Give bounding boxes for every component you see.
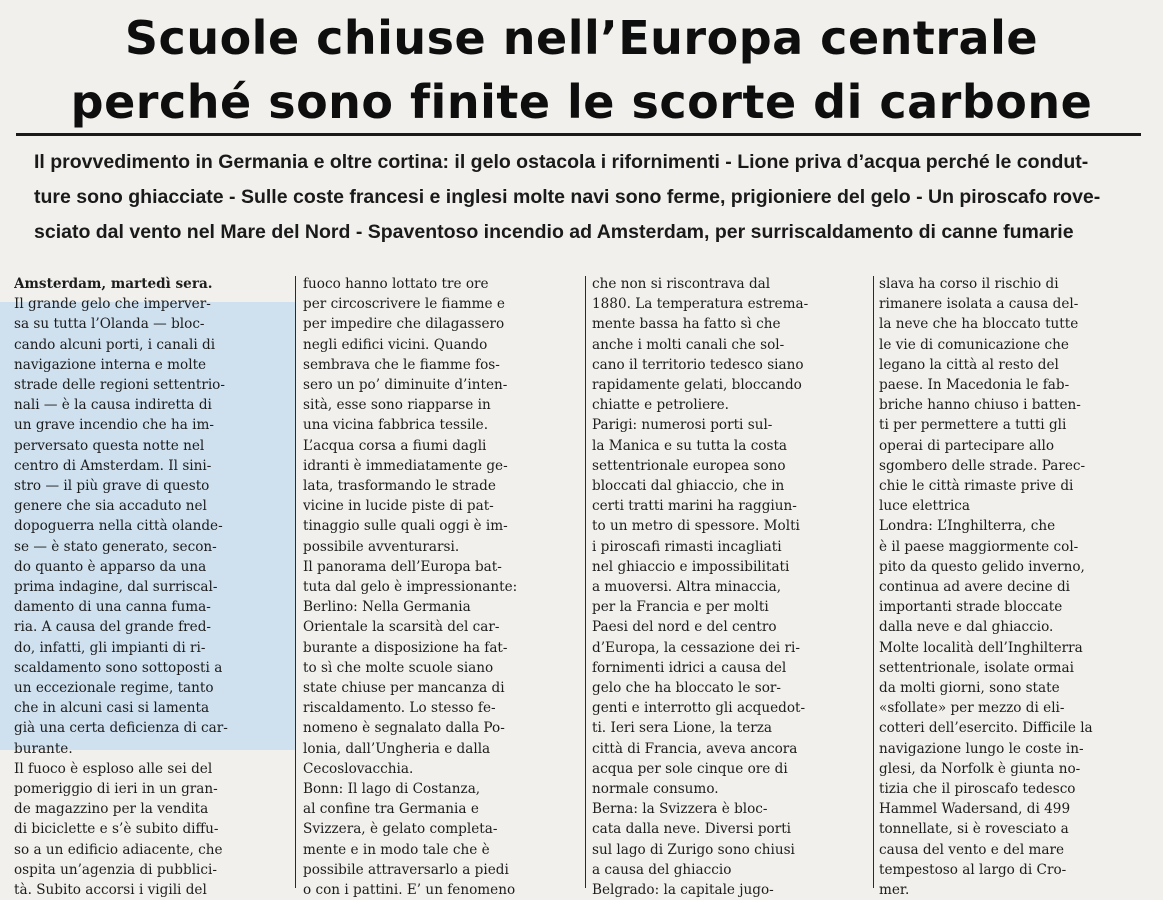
text-line: genere che sia accaduto nel	[14, 498, 207, 515]
subheadline-line[interactable]: Il provvedimento in Germania e oltre cortina: il gelo ostacola i rifornimenti - Lione priva d’acqua perché le condut-	[34, 151, 1089, 173]
text-line: città di Francia, aveva ancora	[592, 740, 798, 757]
text-line: o con i pattini. E’ un fenomeno	[303, 882, 516, 899]
text-line: Molte località dell’Inghilterra	[879, 639, 1083, 656]
text-line: «sfollate» per mezzo di eli-	[879, 700, 1065, 717]
text-line: Cecoslovacchia.	[303, 760, 414, 777]
text-line: vicine in lucide piste di pat-	[303, 498, 494, 515]
text-line: nel ghiaccio e impossibilitati	[592, 558, 790, 575]
text-line: sità, esse sono riapparse in	[303, 397, 491, 414]
text-line: navigazione lungo le coste in-	[879, 740, 1084, 757]
text-line: mente e in modo tale che è	[303, 841, 490, 858]
text-line: tà. Subito accorsi i vigili del	[14, 882, 207, 899]
text-line: fuoco hanno lottato tre ore	[303, 276, 489, 292]
text-line: Londra: L’Inghilterra, che	[879, 518, 1056, 535]
text-line: Il panorama dell’Europa bat-	[303, 558, 502, 575]
text-line: Orientale la scarsità del car-	[303, 619, 500, 636]
text-line: da molti giorni, sono state	[879, 680, 1060, 697]
text-line: negli edifici vicini. Quando	[303, 336, 488, 353]
text-line: tonnellate, si è rovesciato a	[879, 821, 1069, 838]
text-line: perversato questa notte nel	[14, 437, 205, 454]
text-line: gelo che ha bloccato le sor-	[592, 680, 782, 697]
text-line: un eccezionale regime, tanto	[14, 680, 214, 697]
text-line: cano il territorio tedesco siano	[592, 356, 804, 373]
text-line: damento di una canna fuma-	[14, 599, 211, 616]
text-line: to un metro di spessore. Molti	[592, 518, 800, 535]
text-line: dopoguerra nella città olande-	[14, 518, 223, 535]
text-line: Hammel Wadersand, di 499	[879, 801, 1071, 818]
text-line: Paesi del nord e del centro	[592, 619, 777, 636]
text-line: briche hanno chiuso i batten-	[879, 397, 1081, 414]
text-line: acqua per sole cinque ore di	[592, 760, 788, 777]
text-line: Berna: la Svizzera è bloc-	[592, 801, 768, 818]
text-line: sa su tutta l’Olanda — bloc-	[14, 316, 205, 333]
text-line: tizia che il piroscafo tedesco	[879, 781, 1076, 798]
text-line: Il fuoco è esploso alle sei del	[14, 760, 213, 777]
text-line: importanti strade bloccate	[879, 599, 1063, 616]
subheadline-line[interactable]: ture sono ghiacciate - Sulle coste francesi e inglesi molte navi sono ferme, prigioniere del gelo - Un piroscafo rove-	[34, 186, 1101, 208]
text-line: centro di Amsterdam. Il sini-	[14, 457, 212, 474]
text-line: è il paese maggiormente col-	[879, 538, 1079, 555]
text-line: legano la città al resto del	[879, 356, 1059, 373]
text-line: ti. Ieri sera Lione, la terza	[592, 720, 773, 737]
text-line: al confine tra Germania e	[303, 801, 479, 818]
text-line: sul lago di Zurigo sono chiusi	[592, 841, 795, 858]
text-line: fornimenti idrici a causa del	[592, 659, 787, 676]
text-line: che non si riscontrava dal	[592, 276, 771, 292]
column-separator	[295, 276, 296, 888]
text-line: chiatte e petroliere.	[592, 397, 729, 414]
text-line: chie le città rimaste prive di	[879, 478, 1074, 495]
text-line: 1880. La temperatura estrema-	[592, 296, 809, 313]
text-line: Amsterdam, martedì sera.	[14, 276, 213, 292]
text-line: L’acqua corsa a fiumi dagli	[303, 437, 487, 454]
text-line: stro — il più grave di questo	[14, 478, 210, 495]
text-line: se — è stato generato, secon-	[14, 538, 217, 555]
text-line: operai di partecipare allo	[879, 437, 1054, 454]
text-line: a causa del ghiaccio	[592, 861, 732, 878]
text-line: luce elettrica	[879, 498, 971, 515]
text-line: possibile avventurarsi.	[303, 538, 460, 555]
text-line: glesi, da Norfolk è giunta no-	[879, 760, 1081, 777]
text-line: nali — è la causa indiretta di	[14, 397, 212, 414]
text-line: per circoscrivere le fiamme e	[303, 296, 505, 313]
text-line: sero un po’ diminuite d’inten-	[303, 377, 508, 394]
text-line: pito da questo gelido inverno,	[879, 558, 1085, 575]
text-line: state chiuse per mancanza di	[303, 680, 505, 697]
text-line: tuta dal gelo è impressionante:	[303, 579, 518, 596]
text-line: Bonn: Il lago di Costanza,	[303, 781, 481, 798]
text-line: la Manica e su tutta la costa	[592, 437, 788, 454]
text-line: d’Europa, la cessazione dei ri-	[592, 639, 800, 656]
text-line: burante a disposizione ha fat-	[303, 639, 508, 656]
text-line: cata dalla neve. Diversi porti	[592, 821, 792, 838]
text-line: navigazione interna e molte	[14, 356, 207, 373]
text-line: de magazzino per la vendita	[14, 801, 209, 818]
headline-line-1: Scuole chiuse nell’Europa centrale	[124, 11, 1039, 65]
text-line: Berlino: Nella Germania	[303, 599, 471, 616]
text-line: normale consumo.	[592, 781, 719, 798]
text-line: pomeriggio di ieri in un gran-	[14, 781, 218, 798]
text-line: mer.	[879, 882, 910, 899]
headline-line-2: perché sono finite le scorte di carbone	[70, 75, 1093, 129]
text-line: burante.	[14, 740, 73, 757]
article-column-2[interactable]	[303, 274, 581, 900]
text-line: sgombero delle strade. Parec-	[879, 457, 1086, 474]
subheadline	[34, 145, 1142, 250]
text-line: già una certa deficienza di car-	[14, 720, 228, 737]
text-line: tinaggio sulle quali oggi è im-	[303, 518, 508, 535]
text-line: tempestoso al largo di Cro-	[879, 861, 1067, 878]
text-line: certi tratti marini ha raggiun-	[592, 498, 797, 515]
text-line: a muoversi. Altra minaccia,	[592, 579, 782, 596]
text-line: slava ha corso il rischio di	[879, 276, 1059, 292]
text-line: riscaldamento. Lo stesso fe-	[303, 700, 496, 717]
text-line: idranti è immediatamente ge-	[303, 457, 508, 474]
text-line: ospita un’agenzia di pubblici-	[14, 861, 217, 878]
text-line: continua ad avere decine di	[879, 579, 1070, 596]
article-column-4[interactable]	[879, 274, 1155, 900]
text-line: do quanto è apparso da una	[14, 558, 207, 575]
text-line: lata, trasformando le strade	[303, 478, 496, 495]
subheadline-line[interactable]: sciato dal vento nel Mare del Nord - Spaventoso incendio ad Amsterdam, per surriscaldamento di canne fumarie	[34, 221, 1074, 243]
text-line: mente bassa ha fatto sì che	[592, 316, 781, 333]
headline	[8, 6, 1155, 134]
text-line: possibile attraversarlo a piedi	[303, 861, 509, 878]
text-line: paese. In Macedonia le fab-	[879, 377, 1070, 394]
text-line: strade delle regioni settentrio-	[14, 377, 225, 394]
text-line: ria. A causa del grande fred-	[14, 619, 212, 636]
text-line: di biciclette e s’è subito diffu-	[14, 821, 219, 838]
text-line: i piroscafi rimasti incagliati	[592, 538, 782, 555]
article-column-1[interactable]	[14, 274, 290, 900]
text-line: causa del vento e del mare	[879, 841, 1065, 858]
text-line: settentrionale europea sono	[592, 457, 786, 474]
text-line: un grave incendio che ha im-	[14, 417, 214, 434]
text-line: per impedire che dilagassero	[303, 316, 505, 333]
text-line: le vie di comunicazione che	[879, 336, 1069, 353]
text-line: do, infatti, gli impianti di ri-	[14, 639, 206, 656]
text-line: settentrionale, isolate ormai	[879, 659, 1074, 676]
text-line: bloccati dal ghiaccio, che in	[592, 478, 785, 495]
text-line: genti e interrotto gli acquedot-	[592, 700, 806, 717]
column-separator	[873, 276, 874, 888]
text-line: to sì che molte scuole siano	[303, 659, 494, 676]
text-line: la neve che ha bloccato tutte	[879, 316, 1079, 333]
text-line: sembrava che le fiamme fos-	[303, 356, 500, 373]
text-line: Parigi: numerosi porti sul-	[592, 417, 773, 434]
headline-rule	[16, 133, 1141, 136]
text-line: rimanere isolata a causa del-	[879, 296, 1079, 313]
text-line: Belgrado: la capitale jugo-	[592, 882, 774, 899]
column-separator	[585, 276, 586, 888]
text-line: cando alcuni porti, i canali di	[14, 336, 216, 353]
text-line: nomeno è segnalato dalla Po-	[303, 720, 505, 737]
text-line: so a un edificio adiacente, che	[14, 841, 223, 858]
text-line: cotteri dell’esercito. Difficile la	[879, 720, 1093, 737]
text-line: una vicina fabbrica tessile.	[303, 417, 489, 434]
text-line: prima indagine, dal surriscal-	[14, 579, 218, 596]
text-line: dalla neve e dal ghiaccio.	[879, 619, 1054, 636]
text-line: ti per permettere a tutti gli	[879, 417, 1067, 434]
article-column-3[interactable]	[592, 274, 870, 900]
text-line: per la Francia e per molti	[592, 599, 769, 616]
text-line: lonia, dall’Ungheria e dalla	[303, 740, 491, 757]
text-line: Il grande gelo che imperver-	[14, 296, 211, 313]
text-line: che in alcuni casi si lamenta	[14, 700, 210, 717]
text-line: rapidamente gelati, bloccando	[592, 377, 802, 394]
text-line: anche i molti canali che sol-	[592, 336, 785, 353]
text-line: scaldamento sono sottoposti a	[14, 659, 223, 676]
text-line: Svizzera, è gelato completa-	[303, 821, 498, 838]
